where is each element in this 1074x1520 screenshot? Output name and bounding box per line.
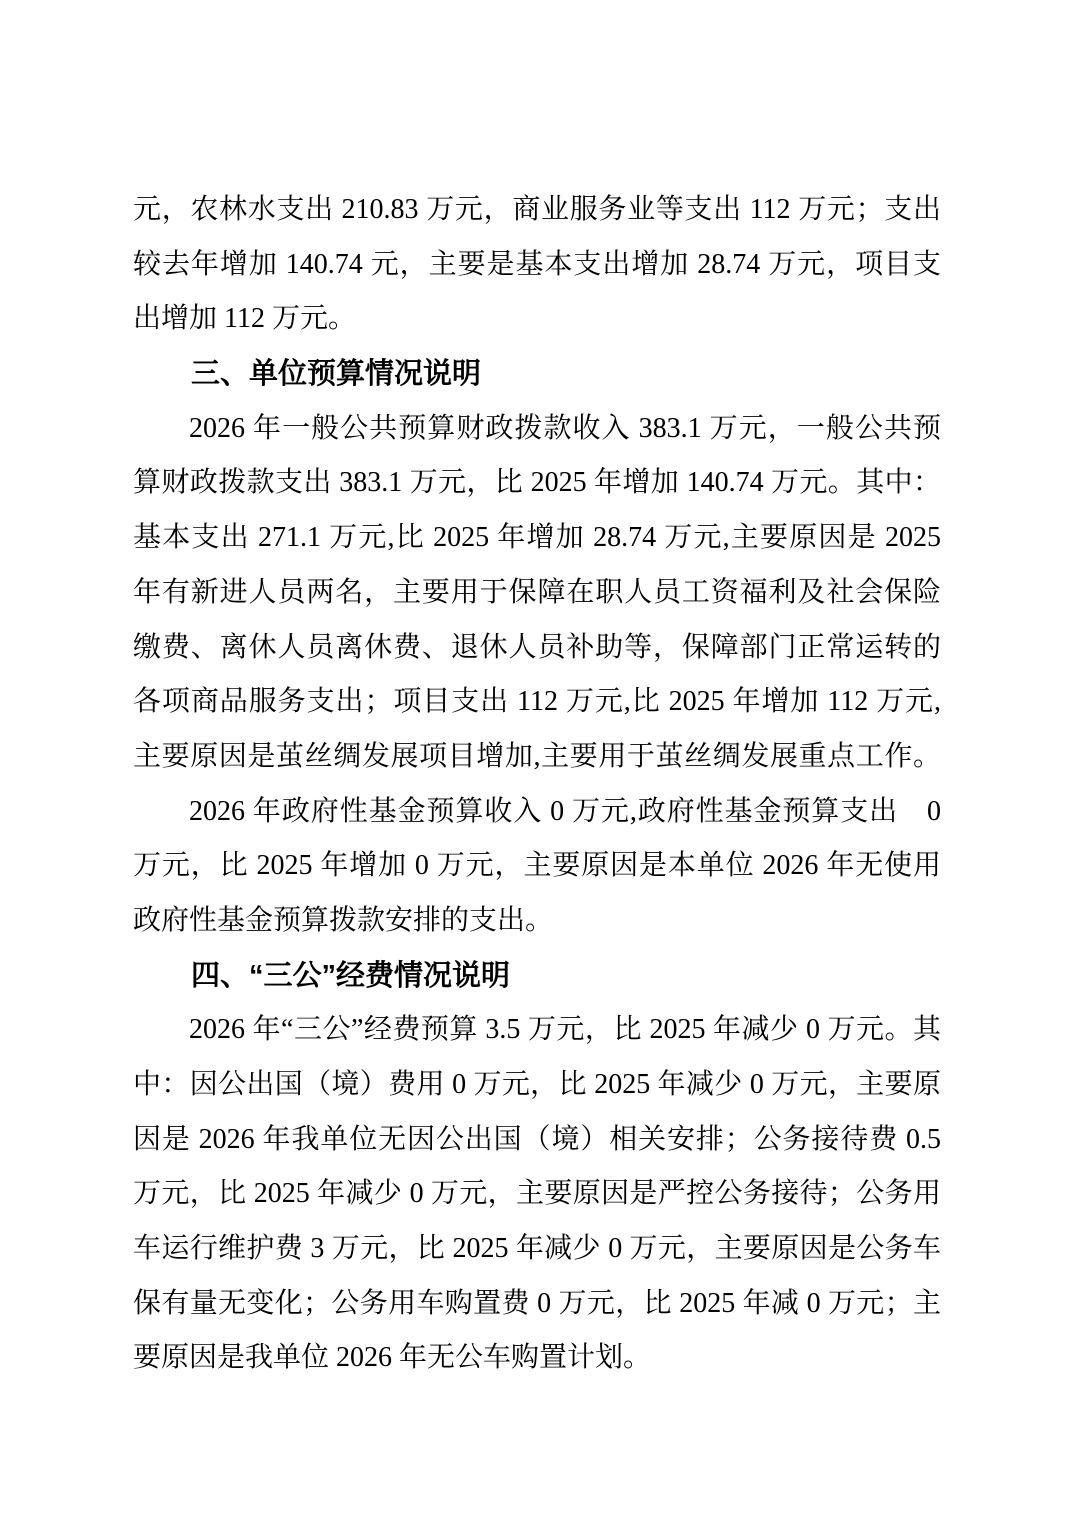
document-body bbox=[133, 183, 941, 1386]
text-line: 万元，比 2025 年减少 0 万元，主要原因是严控公务接待；公务用 bbox=[133, 1178, 941, 1210]
text-line: 中：因公出国（境）费用 0 万元，比 2025 年减少 0 万元，主要原 bbox=[133, 1069, 941, 1100]
text-line: 万元，比 2025 年增加 0 万元，主要原因是本单位 2026 年无使用 bbox=[133, 850, 941, 882]
section-heading: 四、“三公”经费情况说明 bbox=[191, 959, 511, 992]
text-line: 较去年增加 140.74 元，主要是基本支出增加 28.74 万元，项目支 bbox=[133, 248, 941, 280]
text-line: 要原因是我单位 2026 年无公车购置计划。 bbox=[133, 1342, 652, 1374]
text-line: 年有新进人员两名，主要用于保障在职人员工资福利及社会保险 bbox=[133, 576, 941, 608]
text-line: 基本支出 271.1 万元,比 2025 年增加 28.74 万元,主要原因是 2025 bbox=[133, 522, 941, 554]
text-line: 2026 年政府性基金预算收入 0 万元,政府性基金预算支出 0 bbox=[189, 795, 941, 827]
text-line: 因是 2026 年我单位无因公出国（境）相关安排；公务接待费 0.5 bbox=[133, 1123, 941, 1155]
text-line: 算财政拨款支出 383.1 万元，比 2025 年增加 140.74 万元。其中： bbox=[133, 467, 941, 499]
text-line: 元，农林水支出 210.83 万元，商业服务业等支出 112 万元；支出 bbox=[133, 194, 941, 225]
text-line: 缴费、离休人员离休费、退休人员补助等，保障部门正常运转的 bbox=[133, 631, 941, 663]
section-heading: 三、单位预算情况说明 bbox=[191, 358, 482, 391]
text-line: 2026 年“三公”经费预算 3.5 万元，比 2025 年减少 0 万元。其 bbox=[189, 1014, 941, 1046]
text-line: 各项商品服务支出；项目支出 112 万元,比 2025 年增加 112 万元, bbox=[133, 686, 941, 718]
text-line: 政府性基金预算拨款安排的支出。 bbox=[133, 904, 554, 936]
text-line: 出增加 112 万元。 bbox=[133, 303, 356, 335]
text-line: 2026 年一般公共预算财政拨款收入 383.1 万元，一般公共预 bbox=[189, 412, 941, 444]
text-line: 保有量无变化；公务用车购置费 0 万元，比 2025 年减 0 万元；主 bbox=[133, 1287, 941, 1319]
text-line: 车运行维护费 3 万元，比 2025 年减少 0 万元，主要原因是公务车 bbox=[133, 1233, 941, 1265]
text-line: 主要原因是茧丝绸发展项目增加,主要用于茧丝绸发展重点工作。 bbox=[133, 740, 941, 772]
